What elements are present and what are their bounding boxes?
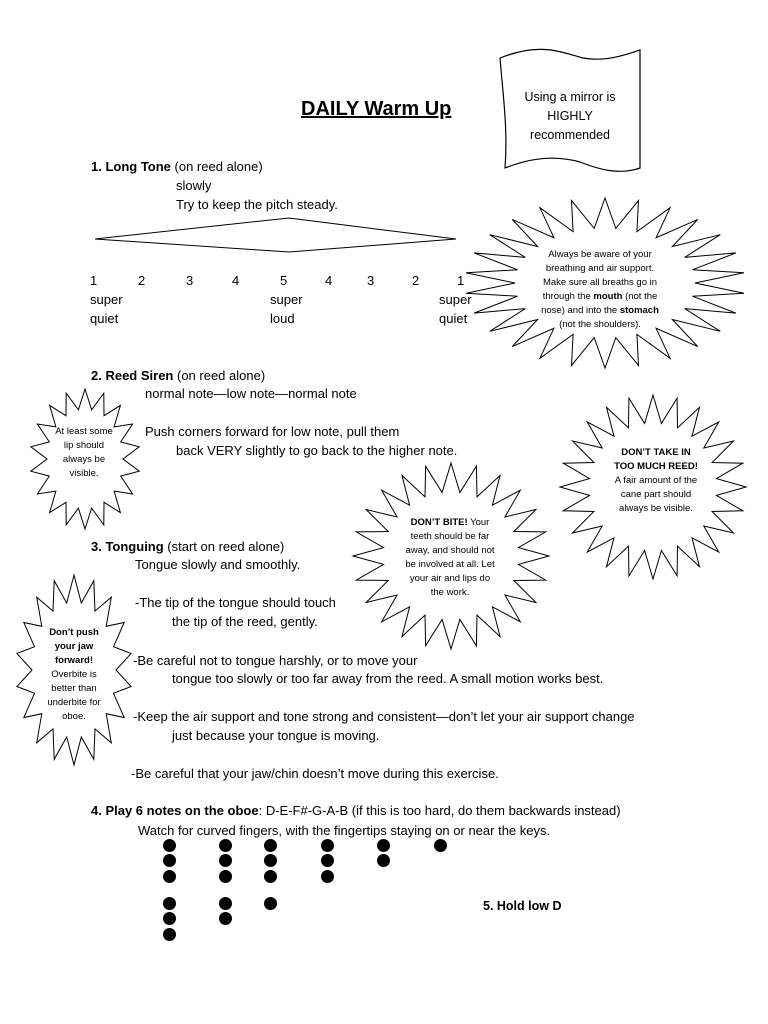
mirror-banner-text: Using a mirror is HIGHLY recommended xyxy=(524,90,616,142)
fingering-dot xyxy=(321,854,334,867)
fingering-dot xyxy=(219,839,232,852)
label-super-quiet-right-bottom: quiet xyxy=(439,311,468,326)
lip-burst-text: At least some lip should always be visible. xyxy=(55,426,113,479)
fingering-dot xyxy=(434,839,447,852)
label-super-loud-bottom: loud xyxy=(270,311,295,326)
section1-line1: slowly xyxy=(176,178,212,193)
fingering-dot xyxy=(219,897,232,910)
fingering-dot xyxy=(264,870,277,883)
count-8: 2 xyxy=(412,273,420,288)
tip1-line-b: the tip of the reed, gently. xyxy=(172,614,318,629)
section2-heading: 2. Reed Siren (on reed alone) xyxy=(91,368,266,383)
tip4-line-a: -Be careful that your jaw/chin doesn’t move during this exercise. xyxy=(131,766,499,781)
fingering-dot xyxy=(321,839,334,852)
tip2-line-a: -Be careful not to tongue harshly, or to move your xyxy=(133,653,418,668)
jaw-burst-text: Don’t push your jaw forward! Overbite is better than underbite for oboe. xyxy=(47,627,101,722)
section1-line2: Try to keep the pitch steady. xyxy=(176,197,338,212)
section2-line2: Push corners forward for low note, pull them xyxy=(145,424,400,439)
fingering-dot xyxy=(219,912,232,925)
section4-heading: 4. Play 6 notes on the oboe: D-E-F#-G-A-B (if this is too hard, do them backwards instead) xyxy=(91,803,621,818)
bite-burst-text: DON’T BITE! Your teeth should be far away, and should not be involved at all. Let your air and lips do the work. xyxy=(405,517,495,598)
fingering-dot xyxy=(219,854,232,867)
count-6: 4 xyxy=(325,273,333,288)
crescendo-diamond xyxy=(95,218,456,252)
section2-line3: back VERY slightly to go back to the higher note. xyxy=(176,443,458,458)
tip3-line-b: just because your tongue is moving. xyxy=(172,728,380,743)
count-9: 1 xyxy=(457,273,465,288)
fingering-dot xyxy=(264,897,277,910)
count-5: 5 xyxy=(280,273,288,288)
section3-heading: 3. Tonguing (start on reed alone) xyxy=(91,539,285,554)
fingering-dot xyxy=(264,839,277,852)
section4-line1: Watch for curved fingers, with the fingertips staying on or near the keys. xyxy=(138,823,551,838)
count-4: 4 xyxy=(232,273,240,288)
section1-heading: 1. Long Tone (on reed alone) xyxy=(91,159,263,174)
fingering-dot xyxy=(377,854,390,867)
breathing-burst-text: Always be aware of your breathing and air support. Make sure all breaths go in through the mouth (not the nose) and into the stomach (not the shoulders). xyxy=(541,249,659,330)
label-super-quiet-right-top: super xyxy=(439,292,472,307)
section5-heading: 5. Hold low D xyxy=(483,899,562,913)
label-super-loud-top: super xyxy=(270,292,303,307)
count-3: 3 xyxy=(186,273,194,288)
fingering-dot xyxy=(377,839,390,852)
fingering-dot xyxy=(163,839,176,852)
section3-line1: Tongue slowly and smoothly. xyxy=(135,557,301,572)
count-2: 2 xyxy=(138,273,146,288)
tip1-line-a: -The tip of the tongue should touch xyxy=(135,595,336,610)
label-super-quiet-left-bottom: quiet xyxy=(90,311,119,326)
fingering-dot xyxy=(163,912,176,925)
tip2-line-b: tongue too slowly or too far away from the reed. A small motion works best. xyxy=(172,671,604,686)
count-1: 1 xyxy=(90,273,98,288)
fingering-dot xyxy=(163,870,176,883)
fingering-dot xyxy=(163,897,176,910)
fingering-dot xyxy=(219,870,232,883)
fingering-dot xyxy=(163,928,176,941)
reed-burst-text: DON’T TAKE IN TOO MUCH REED! A fair amount of the cane part should always be visible. xyxy=(614,447,698,514)
fingering-dot xyxy=(264,854,277,867)
label-super-quiet-left-top: super xyxy=(90,292,123,307)
fingering-dot xyxy=(163,854,176,867)
count-7: 3 xyxy=(367,273,375,288)
page-title: DAILY Warm Up xyxy=(301,98,452,120)
section2-line1: normal note—low note—normal note xyxy=(145,386,357,401)
fingering-dot xyxy=(321,870,334,883)
tip3-line-a: -Keep the air support and tone strong and consistent—don’t let your air support change xyxy=(133,709,635,724)
